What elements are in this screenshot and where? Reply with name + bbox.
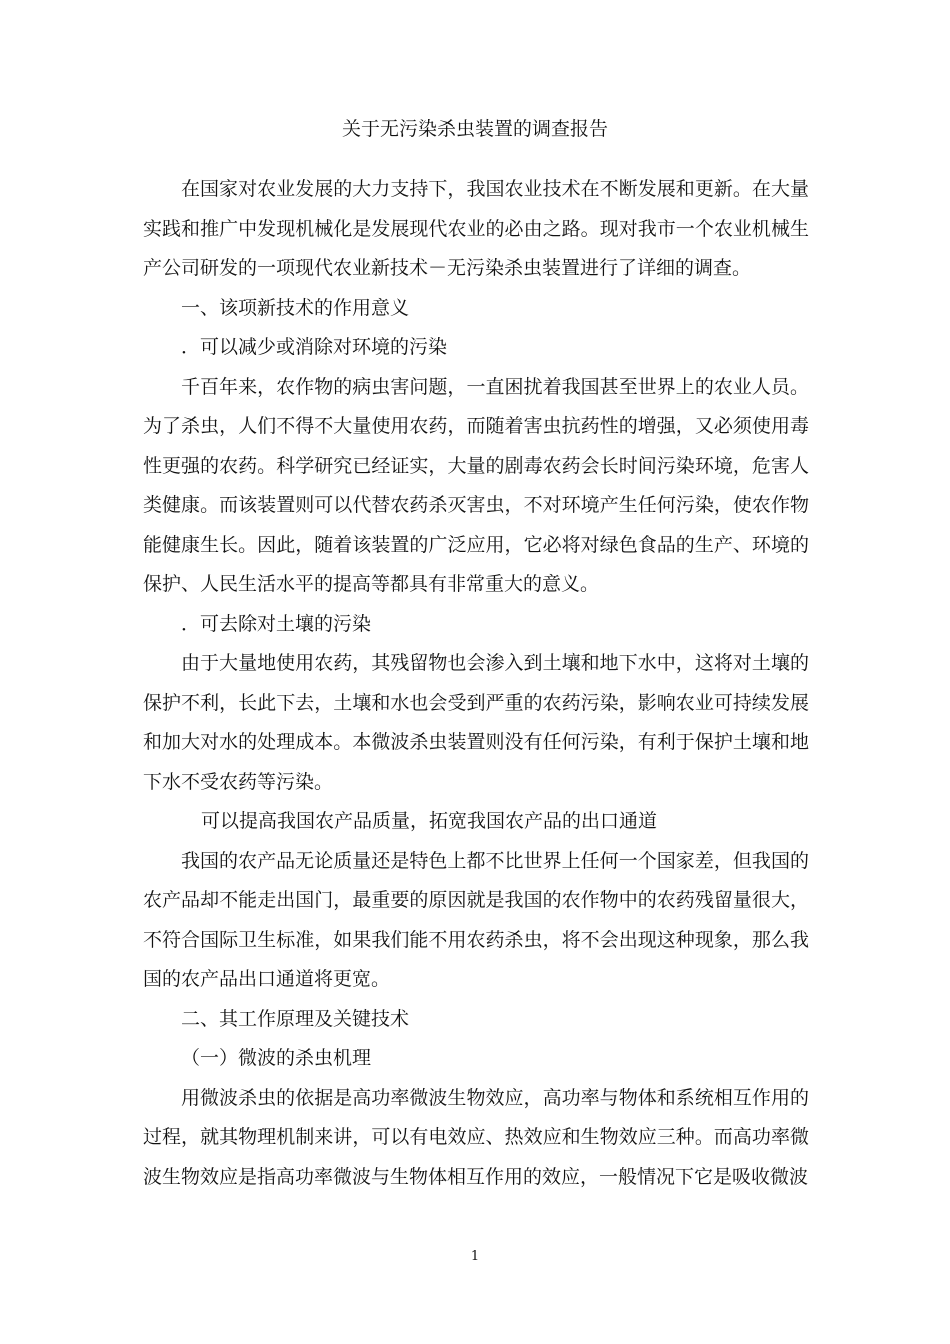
paragraph-microwave: 用微波杀虫的依据是高功率微波生物效应，高功率与物体和系统相互作用的过程，就其物理机制来讲，可以有电效应、热效应和生物效应三种。而高功率微波生物效应是指高功率微波与生物体相互作用的效应，一般情况下它是吸收微波 bbox=[143, 1086, 809, 1188]
intro-paragraph: 在国家对农业发展的大力支持下，我国农业技术在不断发展和更新。在大量实践和推广中发现机械化是发展现代农业的必由之路。现对我市一个农业机械生产公司研发的一项现代农业新技术－无污染杀虫装置进行了详细的调查。 bbox=[143, 178, 809, 279]
subheading-microwave: （一）微波的杀虫机理 bbox=[181, 1047, 372, 1069]
subheading-environment: ．可以减少或消除对环境的污染 bbox=[181, 336, 448, 358]
document-title: 关于无污染杀虫装置的调查报告 bbox=[341, 118, 608, 140]
page-number: 1 bbox=[470, 1249, 480, 1264]
section-heading-1: 一、该项新技术的作用意义 bbox=[181, 296, 410, 319]
subheading-soil: ．可去除对土壤的污染 bbox=[181, 612, 372, 635]
paragraph-export: 我国的农产品无论质量还是特色上都不比世界上任何一个国家差，但我国的农产品却不能走出国门，最重要的原因就是我国的农作物中的农药残留量很大，不符合国际卫生标准，如果我们能不用农药杀虫，将不会出现这种现象，那么我国的农产品出口通道将更宽。 bbox=[143, 849, 809, 990]
paragraph-environment: 千百年来，农作物的病虫害问题，一直困扰着我国甚至世界上的农业人员。为了杀虫，人们不得不大量使用农药，而随着害虫抗药性的增强，又必须使用毒性更强的农药。科学研究已经证实，大量的剧毒农药会长时间污染环境，危害人类健康。而该装置则可以代替农药杀灭害虫，不对环境产生任何污染，使农作物能健康生长。因此，随着该装置的广泛应用，它必将对绿色食品的生产、环境的保护、人民生活水平的提高等都具有非常重大的意义。 bbox=[143, 375, 809, 595]
subheading-export: 可以提高我国农产品质量，拓宽我国农产品的出口通道 bbox=[201, 810, 658, 832]
document-body bbox=[143, 170, 809, 1197]
paragraph-soil: 由于大量地使用农药，其残留物也会渗入到土壤和地下水中，这将对土壤的保护不利，长此下去，土壤和水也会受到严重的农药污染，影响农业可持续发展和加大对水的处理成本。本微波杀虫装置则没有任何污染，有利于保护土壤和地下水不受农药等污染。 bbox=[143, 652, 809, 793]
section-heading-2: 二、其工作原理及关键技术 bbox=[181, 1007, 410, 1030]
